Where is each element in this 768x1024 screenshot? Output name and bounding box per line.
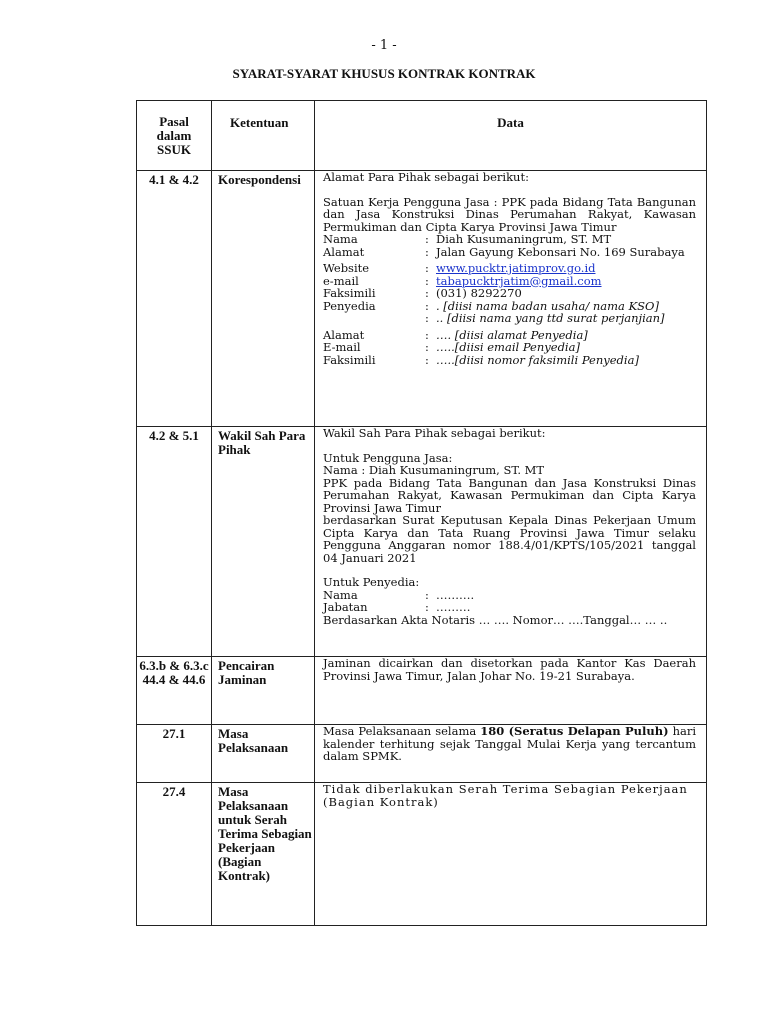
ketentuan-cell: Masa Pelaksanaan untuk Serah Terima Sebagian Pekerjaan (Bagian Kontrak) [212, 783, 315, 926]
field-label: E-mail [323, 340, 361, 354]
header-ketentuan: Ketentuan [212, 101, 315, 171]
pasal-cell: 4.1 & 4.2 [137, 171, 212, 427]
ketentuan-cell: Wakil Sah Para Pihak [212, 427, 315, 657]
field-sep: : [425, 327, 429, 342]
page-number: - 1 - [371, 38, 397, 53]
wakil-intro: Wakil Sah Para Pihak sebagai berikut: [323, 426, 546, 440]
table-row-masa-pelaksanaan [137, 725, 707, 783]
header-data: Data [315, 101, 707, 171]
field-label: Alamat [323, 327, 365, 342]
ketentuan-cell: Pencairan Jaminan [212, 657, 315, 725]
field-label: e-mail [323, 273, 359, 288]
table-row-korespondensi [137, 171, 707, 427]
pengguna-nama: Nama : Diah Kusumaningrum, ST. MT [323, 463, 545, 477]
field-label: Faksimili [323, 286, 376, 300]
akta-notaris: Berdasarkan Akta Notaris … …. Nomor… ….Tanggal… … .. [323, 612, 668, 627]
field-sep: : [425, 298, 429, 313]
satuan-kerja: Satuan Kerja Pengguna Jasa : PPK pada Bidang Tata Bangunan dan Jasa Konstruksi Dinas Perumahan Rakyat, Kawasan Permukiman dan Cipta Karya Provinsi Jawa Timur [323, 194, 696, 234]
field-value: .. [diisi nama yang ttd surat perjanjian] [436, 311, 665, 325]
masa-text-c: hari kalender terhitung sejak Tanggal Mulai Kerja yang tercantum dalam SPMK. [323, 724, 697, 763]
untuk-pengguna-label: Untuk Pengguna Jasa: [323, 450, 453, 465]
data-cell [315, 171, 707, 427]
field-sep: : [425, 600, 429, 614]
field-label: Nama [323, 232, 358, 246]
field-label: Penyedia [323, 298, 376, 313]
field-sep: : [425, 340, 429, 354]
table-row-wakil-sah [137, 427, 707, 657]
field-value: …..[diisi email Penyedia] [436, 340, 580, 354]
data-cell [315, 427, 707, 657]
field-value: . [diisi nama badan usaha/ nama KSO] [436, 298, 659, 313]
pengguna-berdasarkan: berdasarkan Surat Keputusan Kepala Dinas Pekerjaan Umum Cipta Karya dan Tata Ruang Provinsi Jawa Timur selaku Pengguna Anggaran nomor 188.4/01/KPTS/105/2021 tanggal 04 Januari 2021 [323, 513, 696, 565]
ketentuan-cell: Korespondensi [212, 171, 315, 427]
masa-text-a: Masa Pelaksanaan selama [323, 724, 477, 738]
email-link[interactable]: tabapucktrjatim@gmail.com [436, 273, 602, 288]
field-sep: : [425, 244, 429, 259]
pasal-cell: 6.3.b & 6.3.c 44.4 & 44.6 [137, 657, 212, 725]
field-value: Diah Kusumaningrum, ST. MT [436, 232, 612, 246]
untuk-penyedia-label: Untuk Penyedia: [323, 575, 420, 589]
field-label: Website [323, 261, 370, 275]
pasal-cell: 4.2 & 5.1 [137, 427, 212, 657]
pasal-cell: 27.1 [137, 725, 212, 783]
field-value: (031) 8292270 [436, 286, 522, 300]
table-row-pencairan [137, 657, 707, 725]
website-link[interactable]: www.pucktr.jatimprov.go.id [436, 261, 596, 275]
header-row [137, 101, 707, 171]
pengguna-ppk: PPK pada Bidang Tata Bangunan dan Jasa Konstruksi Dinas Perumahan Rakyat, Kawasan Permukiman dan Cipta Karya Provinsi Jawa Timur [323, 475, 696, 515]
pasal-cell: 27.4 [137, 783, 212, 926]
field-label: Jabatan [323, 600, 368, 614]
ketentuan-cell: Masa Pelaksanaan [212, 725, 315, 783]
field-value: ………. [436, 587, 475, 602]
field-label: Alamat [323, 244, 365, 259]
header-pasal: Pasal dalam SSUK [137, 101, 212, 171]
field-value: …..[diisi nomor faksimili Penyedia] [436, 352, 639, 367]
korespondensi-intro: Alamat Para Pihak sebagai berikut: [323, 170, 529, 184]
field-value: Jalan Gayung Kebonsari No. 169 Surabaya [436, 244, 685, 259]
data-cell: Jaminan dicairkan dan disetorkan pada Kantor Kas Daerah Provinsi Jawa Timur, Jalan Johar No. 19-21 Surabaya. [315, 657, 707, 725]
field-value: ……… [436, 600, 471, 614]
data-cell: Tidak diberlakukan Serah Terima Sebagian Pekerjaan (Bagian Kontrak) [315, 783, 707, 926]
document-title: SYARAT-SYARAT KHUSUS KONTRAK KONTRAK [232, 66, 536, 81]
field-sep: : [425, 273, 429, 288]
field-label: Faksimili [323, 352, 376, 367]
field-sep: : [425, 232, 429, 246]
field-sep: : [425, 587, 429, 602]
ssuk-table [136, 100, 707, 926]
masa-duration: 180 (Seratus Delapan Puluh) [480, 724, 669, 738]
field-sep: : [425, 311, 429, 325]
field-sep: : [425, 352, 429, 367]
field-sep: : [425, 261, 429, 275]
data-cell [315, 725, 707, 783]
field-sep: : [425, 286, 429, 300]
field-label: Nama [323, 587, 358, 602]
field-value: …. [diisi alamat Penyedia] [436, 327, 588, 342]
table-row-serah-terima [137, 783, 707, 926]
